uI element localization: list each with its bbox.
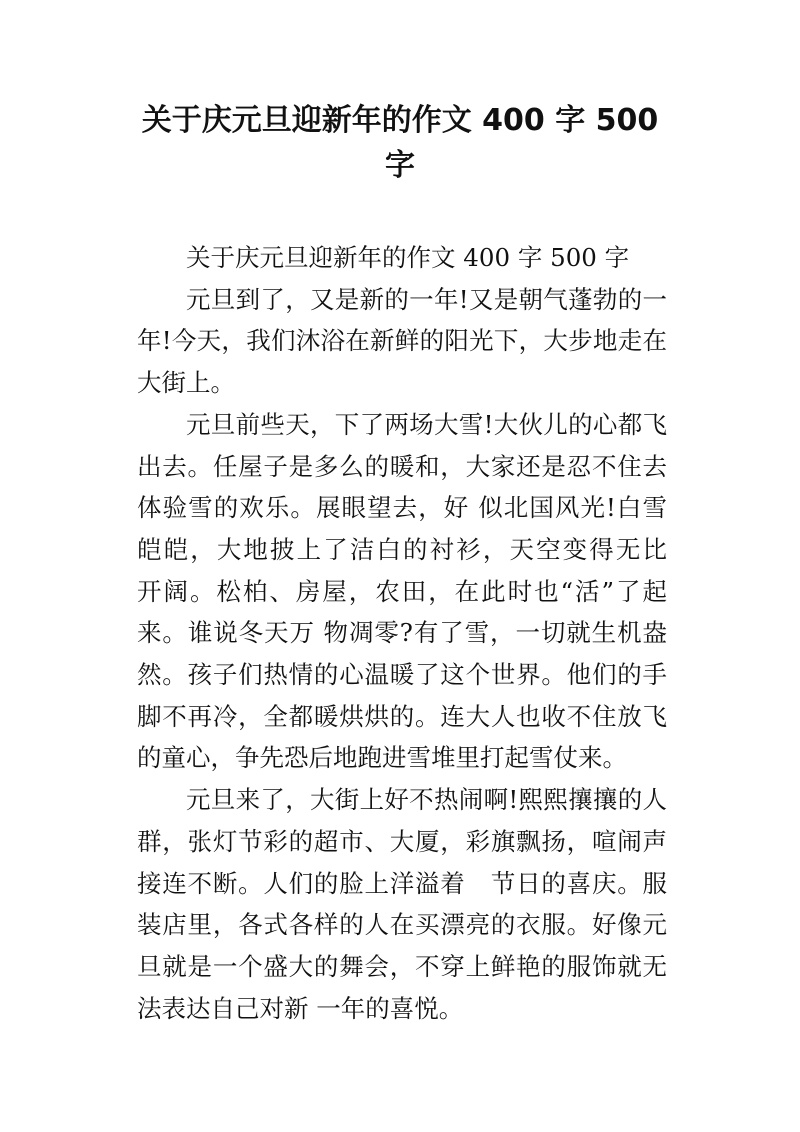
- document-title: 关于庆元旦迎新年的作文 400 字 500 字: [141, 103, 659, 183]
- document-body: [137, 237, 692, 1029]
- paragraph: 元旦前些天，下了两场大雪!大伙儿的心都飞出去。任屋子是多么的暖和，大家还是忍不住去体验雪的欢乐。展眼望去，好 似北国风光!白雪皑皑，大地披上了洁白的衬衫，天空变得无比 开阔。松柏、房屋，农田，在此时也“活”了起来。谁说冬天万 物凋零?有了雪，一切就生机盎然。孩子们热情的心温暖了这个世界。他们的手脚不再冷，全都暖烘烘的。连大人也收不住放飞的童心，争先恐后地跑进雪堆里打起雪仗来。: [137, 409, 692, 773]
- paragraph: 元旦来了，大街上好不热闹啊!熙熙攘攘的人群，张灯节彩的超市、大厦，彩旗飘扬，喧闹声接连不断。人们的脸上洋溢着 节日的喜庆。服装店里，各式各样的人在买漂亮的衣服。好像元 旦就是一个盛大的舞会，不穿上鲜艳的服饰就无法表达自己对新 一年的喜悦。: [137, 785, 692, 1023]
- subtitle-line: 关于庆元旦迎新年的作文 400 字 500 字: [186, 243, 630, 272]
- paragraph: 元旦到了，又是新的一年!又是朝气蓬勃的一年!今天，我们沐浴在新鲜的阳光下，大步地走在大街上。: [137, 284, 667, 398]
